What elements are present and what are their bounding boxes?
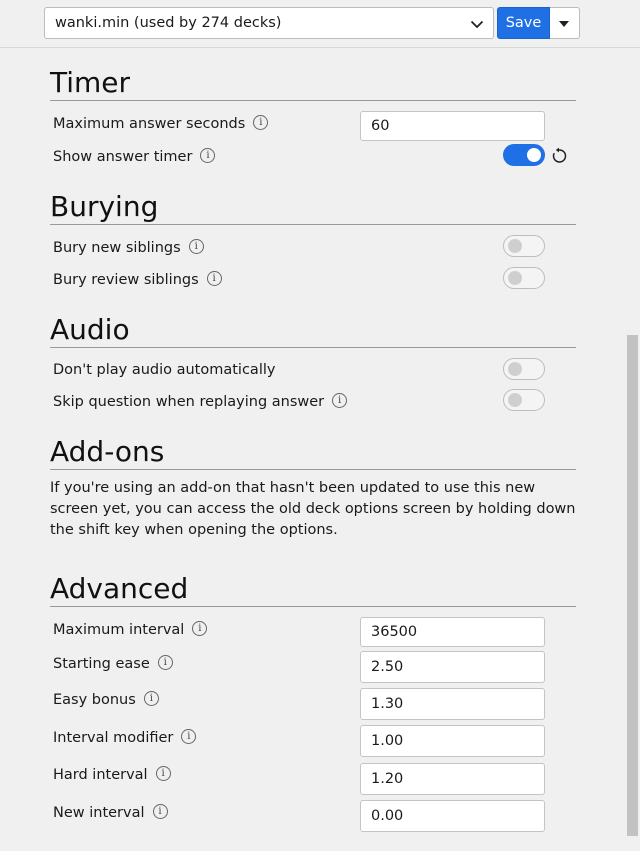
starting-ease-input[interactable]: 2.50: [360, 651, 545, 683]
section-title-audio: Audio: [50, 314, 576, 348]
show-answer-timer-toggle[interactable]: [503, 144, 545, 166]
option-label: Maximum interval i: [53, 619, 207, 641]
caret-down-icon: [559, 21, 569, 27]
section-title-advanced: Advanced: [50, 573, 576, 607]
option-label: Bury review siblings i: [53, 269, 222, 291]
bury-review-siblings-toggle[interactable]: [503, 267, 545, 289]
option-row-show-answer-timer: [53, 146, 573, 170]
save-options-dropdown-button[interactable]: [550, 7, 580, 39]
toggle-knob: [527, 148, 541, 162]
info-icon[interactable]: i: [144, 691, 159, 706]
max-interval-input[interactable]: 36500: [360, 617, 545, 647]
new-interval-input[interactable]: 0.00: [360, 800, 545, 832]
option-label: New interval i: [53, 802, 168, 824]
option-label: Interval modifier i: [53, 727, 196, 749]
toggle-knob: [508, 362, 522, 376]
option-label: Easy bonus i: [53, 689, 159, 711]
easy-bonus-input[interactable]: 1.30: [360, 688, 545, 720]
option-label: Starting ease i: [53, 653, 173, 675]
toggle-knob: [508, 239, 522, 253]
info-icon[interactable]: i: [189, 239, 204, 254]
skip-question-toggle[interactable]: [503, 389, 545, 411]
bury-new-siblings-toggle[interactable]: [503, 235, 545, 257]
toggle-knob: [508, 271, 522, 285]
info-icon[interactable]: i: [253, 115, 268, 130]
chevron-down-icon: [469, 16, 485, 32]
section-title-burying: Burying: [50, 191, 576, 225]
interval-modifier-input[interactable]: 1.00: [360, 725, 545, 757]
revert-icon[interactable]: [550, 147, 568, 165]
option-label: Skip question when replaying answer i: [53, 391, 347, 413]
info-icon[interactable]: i: [153, 804, 168, 819]
info-icon[interactable]: i: [158, 655, 173, 670]
addons-description: If you're using an add-on that hasn't been updated to use this new screen yet, you can access the old deck options screen by holding down the shift key when opening the options.: [50, 480, 576, 538]
preset-select[interactable]: [44, 7, 494, 39]
hard-interval-input[interactable]: 1.20: [360, 763, 545, 795]
option-label: Hard interval i: [53, 764, 171, 786]
option-row-bury-new: [53, 237, 573, 261]
option-label: Don't play audio automatically: [53, 362, 276, 378]
option-row-bury-review: [53, 269, 573, 293]
preset-toolbar: [0, 0, 640, 48]
info-icon[interactable]: i: [332, 393, 347, 408]
option-row-skip-question: [53, 391, 573, 415]
info-icon[interactable]: i: [192, 621, 207, 636]
info-icon[interactable]: i: [200, 148, 215, 163]
scrollbar-thumb[interactable]: [627, 335, 638, 836]
option-label: Bury new siblings i: [53, 237, 204, 259]
info-icon[interactable]: i: [207, 271, 222, 286]
section-title-timer: Timer: [50, 67, 576, 101]
dont-play-audio-toggle[interactable]: [503, 358, 545, 380]
info-icon[interactable]: i: [181, 729, 196, 744]
option-row-dont-autoplay: [53, 359, 573, 383]
info-icon[interactable]: i: [156, 766, 171, 781]
option-label: Show answer timer i: [53, 146, 215, 168]
toggle-knob: [508, 393, 522, 407]
option-label: Maximum answer seconds i: [53, 113, 268, 135]
section-title-addons: Add-ons: [50, 436, 576, 470]
max-answer-seconds-input[interactable]: 60: [360, 111, 545, 141]
preset-select-value: wanki.min (used by 274 decks): [55, 15, 282, 31]
save-button[interactable]: Save: [497, 7, 550, 39]
